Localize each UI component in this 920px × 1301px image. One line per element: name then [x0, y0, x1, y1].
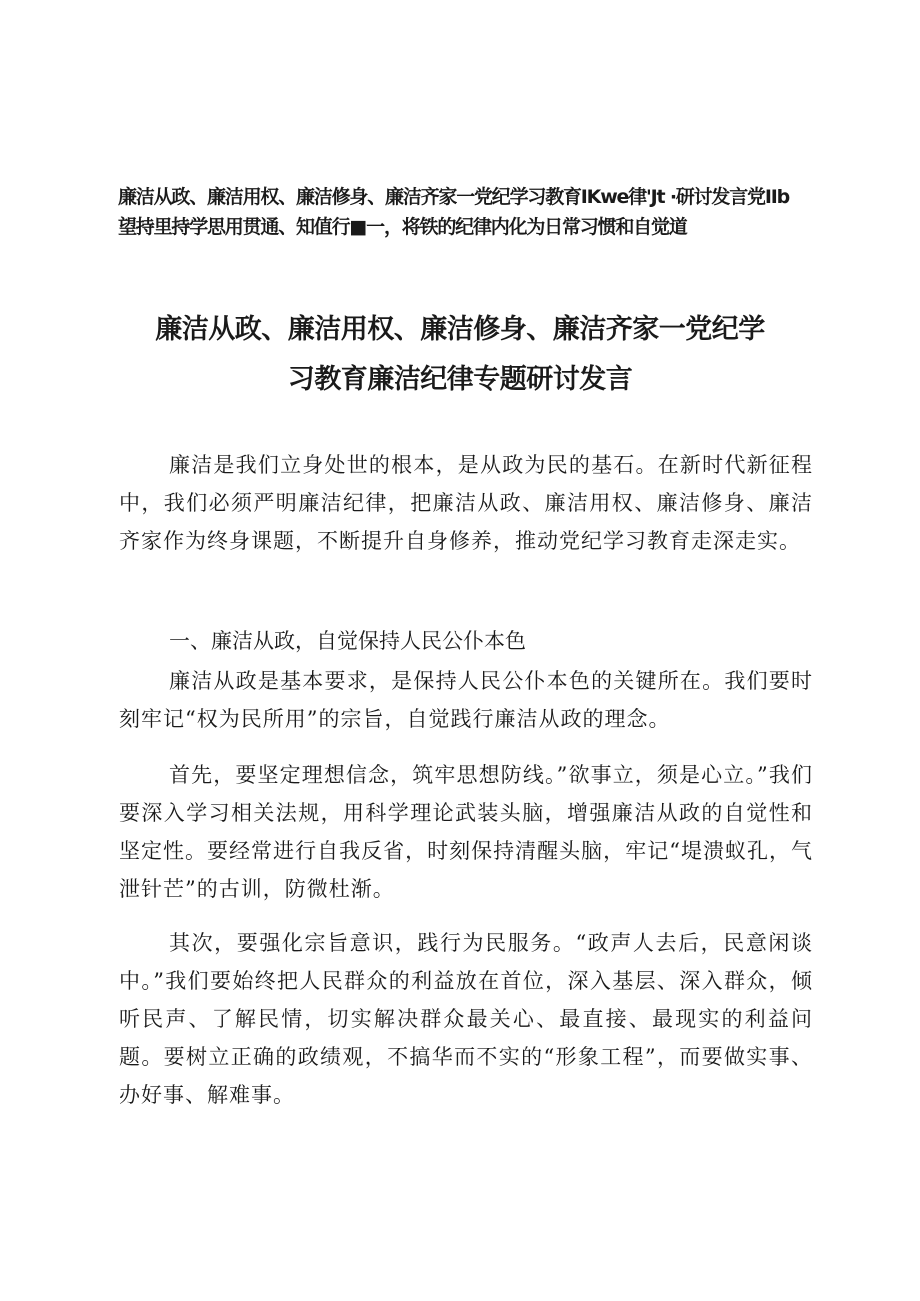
section-1-paragraph-1: 廉洁从政是基本要求，是保持人民公仆本色的关键所在。我们要时刻牢记“权为民所用”的宗旨，自觉践行廉洁从政的理念。 — [119, 669, 813, 731]
document-title-line-1: 廉洁从政、廉洁用权、廉洁修身、廉洁齐家一党纪学 — [155, 314, 765, 345]
document-title-line-2: 习教育廉洁纪律专题研讨发言 — [287, 364, 633, 395]
header-line-1: 廉洁从政、廉洁用权、廉洁修身、廉洁齐家一党纪学习教育IKwe律'Jt ·研讨发言党IIb — [118, 186, 789, 208]
section-1-paragraph-2: 首先，要坚定理想信念，筑牢思想防线。”欲事立，须是心立。”我们要深入学习相关法规，用科学理论武装头脑，增强廉洁从政的自觉性和坚定性。要经常进行自我反省，时刻保持清醒头脑，牢记“堤溃蚁孔，气泄针芒”的古训，防微杜渐。 — [119, 763, 813, 901]
section-1-paragraph-3: 其次，要强化宗旨意识，践行为民服务。“政声人去后，民意闲谈中。”我们要始终把人民群众的利益放在首位，深入基层、深入群众，倾听民声、了解民情，切实解决群众最关心、最直接、最现实的利益问题。要树立正确的政绩观，不搞华而不实的“形象工程”，而要做实事、办好事、解难事。 — [119, 931, 813, 1107]
intro-paragraph: 廉洁是我们立身处世的根本，是从政为民的基石。在新时代新征程中，我们必须严明廉洁纪律，把廉洁从政、廉洁用权、廉洁修身、廉洁齐家作为终身课题，不断提升自身修养，推动党纪学习教育走深走实。 — [119, 453, 813, 553]
section-1-heading: 一、廉洁从政，自觉保持人民公仆本色 — [169, 629, 526, 653]
header-line-2: 望持里持学思用贯通、知值行■一，将铁的纪律内化为日常习惯和自觉道 — [118, 216, 687, 238]
